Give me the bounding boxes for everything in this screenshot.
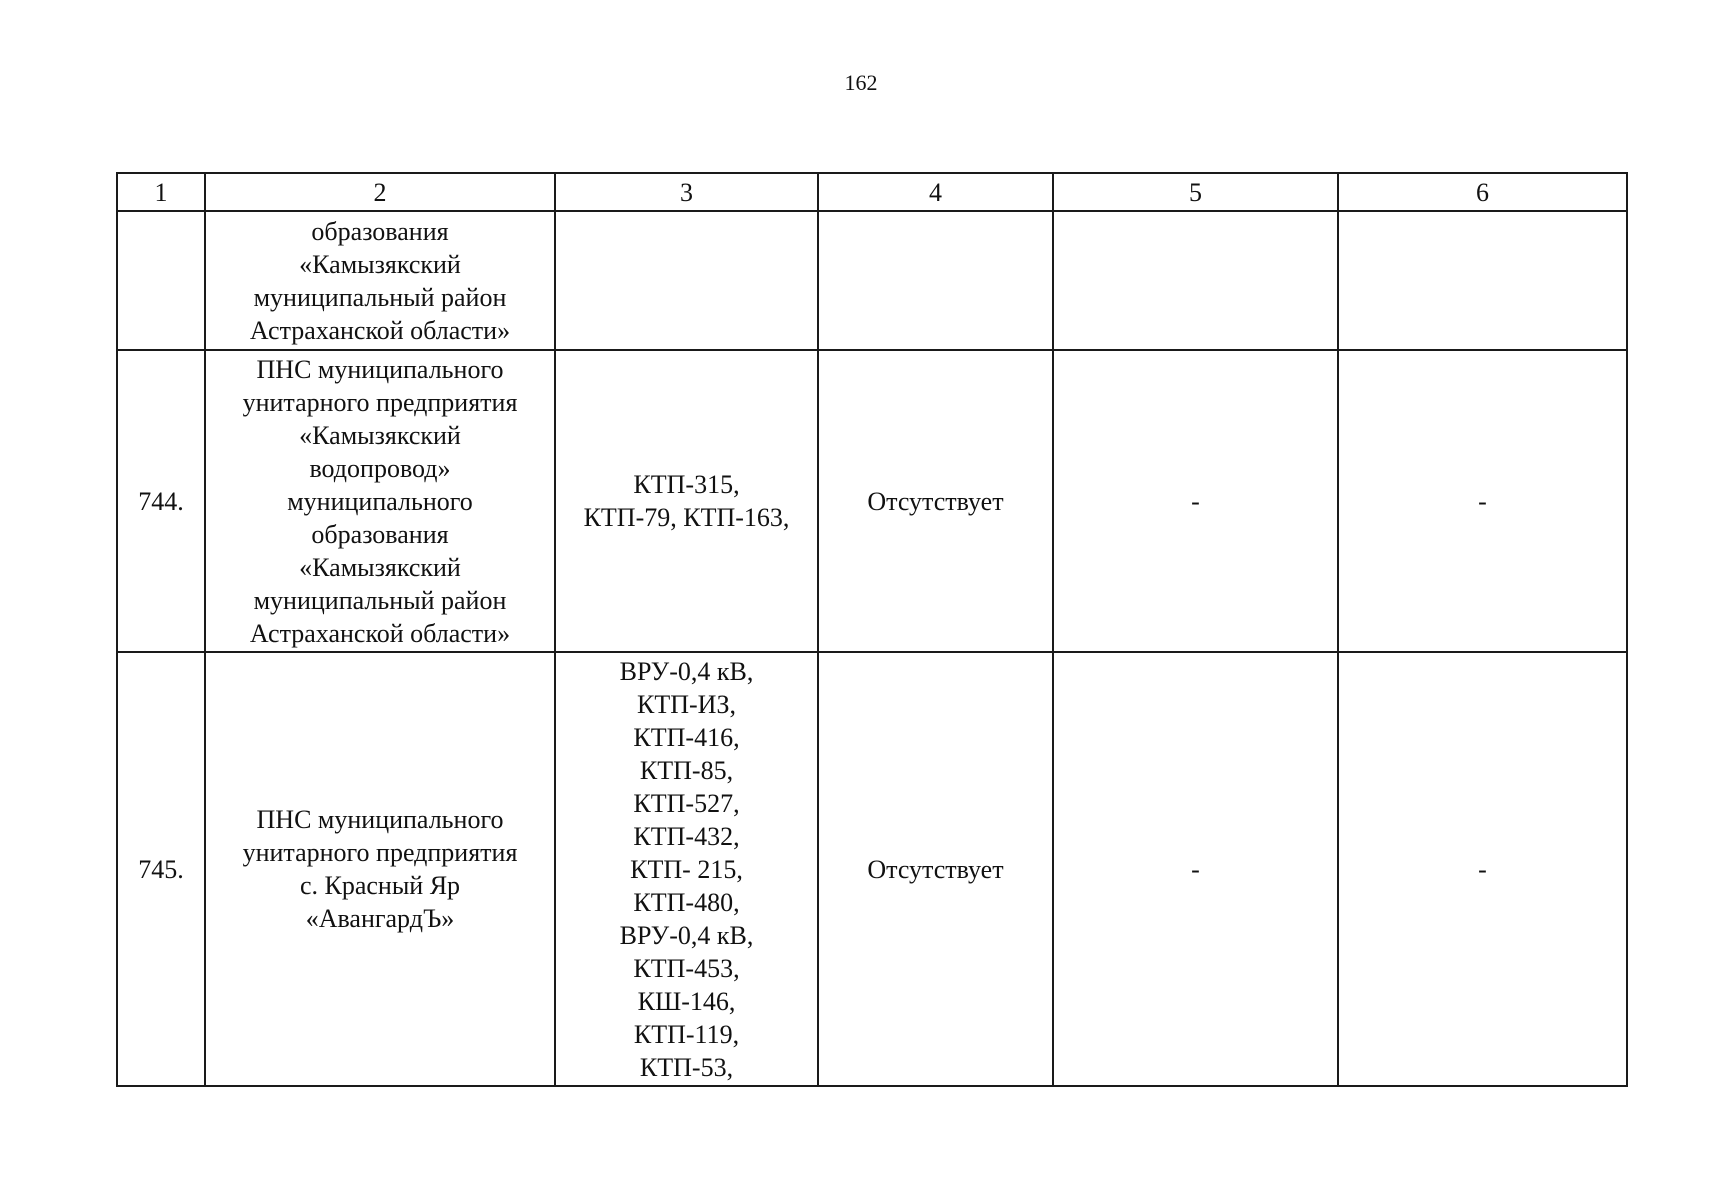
table-header-row [117,173,1627,211]
cell-text-line: КТП-119, [633,1019,740,1049]
cell-text-line: КШ-146, [637,986,736,1016]
equipment-cell [555,211,818,350]
cell-text-line: «Камызякский [299,249,461,279]
cell-text-line: муниципальный район [253,282,507,312]
column-5-cell: - [1053,350,1338,652]
cell-text-line: КТП-ИЗ, [637,689,736,719]
column-6-cell [1338,211,1627,350]
data-table [116,172,1628,1087]
column-6-cell: - [1338,350,1627,652]
cell-text-line: КТП-85, [639,755,734,785]
row-number-cell: 744. [117,350,205,652]
cell-text-line: КТП-315, [633,470,740,499]
equipment-cell [555,652,818,1086]
table-row [117,652,1627,1086]
column-header-6: 6 [1338,173,1627,211]
cell-text-line: образования [311,216,449,246]
column-header-4: 4 [818,173,1053,211]
facility-name-cell [205,211,555,350]
cell-text-line: с. Красный Яр [299,871,461,900]
facility-name-cell [205,652,555,1086]
cell-text-line: КТП-79, КТП-163, [583,503,790,532]
cell-text-line: «АвангардЪ» [305,904,455,933]
cell-text-line: КТП-416, [633,722,740,752]
cell-text-line: водопровод» [309,453,451,483]
column-header-2: 2 [205,173,555,211]
column-6-cell: - [1338,652,1627,1086]
facility-name-cell [205,350,555,652]
cell-text-line: унитарного предприятия [242,838,518,867]
cell-text-line: образования [311,519,449,549]
cell-text-line: ПНС муниципального [256,354,504,384]
table-row [117,211,1627,350]
cell-text-line: ВРУ-0,4 кВ, [619,656,754,686]
column-header-1: 1 [117,173,205,211]
cell-text-line: Астраханской области» [249,315,511,345]
cell-text-line: КТП-53, [639,1052,734,1082]
cell-text-line: КТП-527, [633,788,740,818]
cell-text-line: муниципальный район [253,585,507,615]
cell-text-line: КТП-480, [633,887,740,917]
page-number: 162 [844,70,878,95]
column-5-cell: - [1053,652,1338,1086]
column-4-cell: Отсутствует [818,350,1053,652]
table-row [117,350,1627,652]
column-header-3: 3 [555,173,818,211]
column-header-5: 5 [1053,173,1338,211]
cell-text-line: ВРУ-0,4 кВ, [619,920,754,950]
cell-text-line: муниципального [287,486,473,516]
equipment-cell [555,350,818,652]
row-number-cell [117,211,205,350]
cell-text-line: КТП-432, [633,821,740,851]
cell-text-line: ПНС муниципального [256,805,504,834]
cell-text-line: Астраханской области» [249,618,511,648]
cell-text-line: КТП- 215, [630,854,743,884]
column-4-cell [818,211,1053,350]
column-4-cell: Отсутствует [818,652,1053,1086]
cell-text-line: унитарного предприятия [242,387,518,417]
cell-text-line: КТП-453, [633,953,740,983]
row-number-cell: 745. [117,652,205,1086]
cell-text-line: «Камызякский [299,420,461,450]
cell-text-line: «Камызякский [299,552,461,582]
column-5-cell [1053,211,1338,350]
